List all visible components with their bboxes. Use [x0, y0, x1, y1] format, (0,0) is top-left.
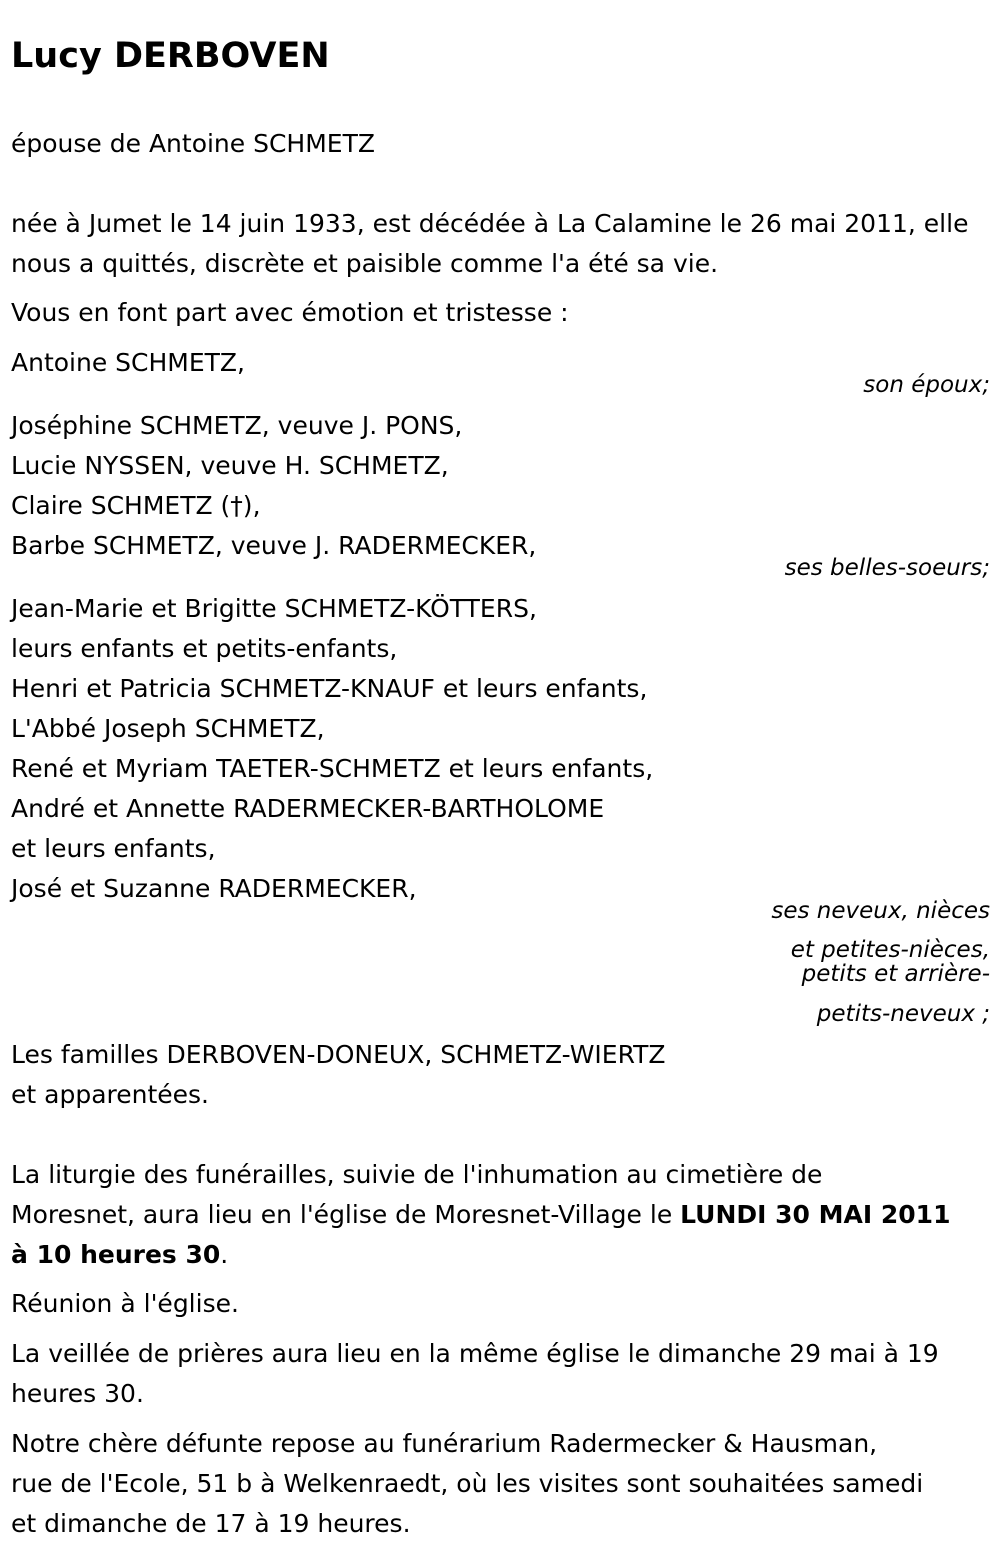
funeral-line-3: [11, 1235, 228, 1275]
visitation-line-3: et dimanche de 17 à 19 heures.: [11, 1509, 411, 1538]
birth-death-line-2: nous a quittés, discrète et paisible comme l'a été sa vie.: [11, 249, 719, 278]
funeral-date: LUNDI 30 MAI 2011: [680, 1200, 951, 1229]
nephew-line-5: René et Myriam TAETER-SCHMETZ et leurs enfants,: [11, 754, 654, 783]
sister-in-law-1: Joséphine SCHMETZ, veuve J. PONS,: [11, 411, 463, 440]
nephews-relation-2: et petites-nièces,: [790, 937, 990, 963]
nephew-line-2: leurs enfants et petits-enfants,: [11, 634, 398, 663]
birth-death-line-1: née à Jumet le 14 juin 1933, est décédée à La Calamine le 26 mai 2011, elle: [11, 209, 969, 238]
nephews-relation-3: petits et arrière-: [801, 961, 990, 987]
nephew-line-8: José et Suzanne RADERMECKER,: [11, 874, 417, 903]
vigil-line-2: heures 30.: [11, 1379, 144, 1408]
nephews-relation-4: petits-neveux ;: [816, 1001, 990, 1027]
sisters-in-law-relation: ses belles-soeurs;: [784, 555, 990, 581]
nephew-line-3: Henri et Patricia SCHMETZ-KNAUF et leurs enfants,: [11, 674, 648, 703]
nephew-line-7: et leurs enfants,: [11, 834, 216, 863]
reunion-line: Réunion à l'église.: [11, 1289, 239, 1318]
nephew-line-6: André et Annette RADERMECKER-BARTHOLOME: [11, 794, 605, 823]
nephew-line-4: L'Abbé Joseph SCHMETZ,: [11, 714, 325, 743]
sister-in-law-3: Claire SCHMETZ (†),: [11, 491, 261, 520]
visitation-line-2: rue de l'Ecole, 51 b à Welkenraedt, où les visites sont souhaitées samedi: [11, 1469, 924, 1498]
funeral-time: à 10 heures 30: [11, 1240, 221, 1269]
sister-in-law-4: Barbe SCHMETZ, veuve J. RADERMECKER,: [11, 531, 537, 560]
funeral-line-2-text: Moresnet, aura lieu en l'église de Moresnet-Village le: [11, 1200, 681, 1229]
funeral-line-1: La liturgie des funérailles, suivie de l'inhumation au cimetière de: [11, 1160, 823, 1189]
visitation-line-1: Notre chère défunte repose au funérarium Radermecker & Hausman,: [11, 1429, 878, 1458]
spouse-name: Antoine SCHMETZ,: [11, 348, 245, 377]
nephew-line-1: Jean-Marie et Brigitte SCHMETZ-KÖTTERS,: [11, 594, 537, 623]
families-line-2: et apparentées.: [11, 1080, 209, 1109]
spouse-line: épouse de Antoine SCHMETZ: [11, 129, 375, 158]
sister-in-law-2: Lucie NYSSEN, veuve H. SCHMETZ,: [11, 451, 449, 480]
funeral-line-3-suffix: .: [220, 1240, 229, 1269]
spouse-relation: son époux;: [863, 372, 990, 398]
families-line-1: Les familles DERBOVEN-DONEUX, SCHMETZ-WIERTZ: [11, 1040, 666, 1069]
vigil-line-1: La veillée de prières aura lieu en la même église le dimanche 29 mai à 19: [11, 1339, 939, 1368]
announcement: Vous en font part avec émotion et tristesse :: [11, 298, 569, 327]
deceased-name: Lucy DERBOVEN: [11, 36, 330, 76]
nephews-relation-1: ses neveux, nièces: [771, 898, 990, 924]
funeral-line-2: [11, 1195, 950, 1235]
